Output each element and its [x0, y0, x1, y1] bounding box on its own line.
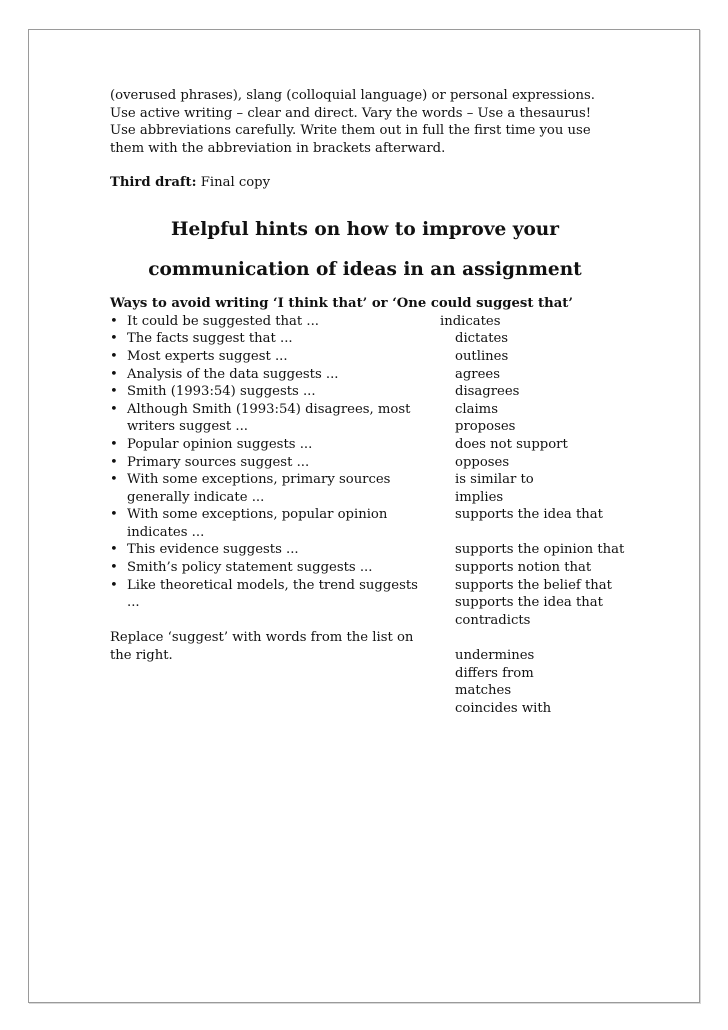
- bullet-icon: •: [110, 560, 118, 576]
- page-content: [110, 87, 650, 716]
- third-draft-text: Final copy: [196, 175, 271, 191]
- hint-item: [110, 330, 430, 348]
- bullet-icon: •: [110, 384, 118, 400]
- hint-text: The facts suggest that ...: [127, 331, 293, 347]
- word-item: supports the idea that: [455, 507, 603, 523]
- word-item: outlines: [455, 348, 509, 364]
- word-item: dictates: [455, 331, 509, 347]
- hint-item: [110, 348, 430, 366]
- hint-item: [110, 506, 430, 541]
- hint-text: Popular opinion suggests ...: [127, 436, 313, 452]
- word-item: matches: [455, 683, 512, 699]
- bullet-icon: •: [110, 454, 118, 470]
- word-item: agrees: [455, 366, 500, 382]
- word-item: opposes: [455, 454, 510, 470]
- word-item: claims: [455, 401, 498, 417]
- hint-item: [110, 366, 430, 384]
- hint-text: This evidence suggests ...: [127, 542, 299, 558]
- ways-title: Ways to avoid writing ‘I think that’ or ‘One could suggest that’: [110, 296, 573, 312]
- bullet-icon: •: [110, 436, 118, 452]
- intro-paragraph: (overused phrases), slang (colloquial language) or personal expressions. Use active writing – clear and direct. Vary the words – Use a thesaurus! Use abbreviations carefully. Write them out in full the first time you use them with the abbreviation in brackets afterward.: [110, 88, 595, 156]
- bullet-icon: •: [110, 472, 118, 488]
- word-item: supports the idea that: [455, 595, 603, 611]
- hint-item: [110, 436, 430, 454]
- heading-line-1: Helpful hints on how to improve your: [170, 218, 559, 240]
- word-item: implies: [455, 489, 504, 505]
- word-item: indicates: [440, 313, 501, 329]
- hints-and-words: [110, 313, 650, 716]
- hint-item: [110, 383, 430, 401]
- hint-item: [110, 454, 430, 472]
- words-list: [440, 313, 625, 718]
- hint-text: Most experts suggest ...: [127, 348, 288, 364]
- hint-text: Analysis of the data suggests ...: [127, 366, 339, 382]
- hint-text: Although Smith (1993:54) disagrees, most writers suggest ...: [127, 401, 411, 435]
- hint-item: [110, 471, 430, 506]
- bullet-icon: •: [110, 542, 118, 558]
- hint-text: Smith (1993:54) suggests ...: [127, 384, 316, 400]
- word-item: coincides with: [455, 700, 552, 716]
- hint-text: Smith’s policy statement suggests ...: [127, 560, 373, 576]
- third-draft-label: Third draft:: [110, 175, 197, 191]
- hint-text: Like theoretical models, the trend suggests ...: [127, 577, 418, 611]
- hints-list: [110, 313, 430, 612]
- replace-note: Replace ‘suggest’ with words from the list on the right.: [110, 630, 414, 664]
- bullet-icon: •: [110, 348, 118, 364]
- bullet-icon: •: [110, 577, 118, 593]
- hint-item: [110, 577, 430, 612]
- hint-item: [110, 559, 430, 577]
- bullet-icon: •: [110, 401, 118, 417]
- hint-text: It could be suggested that ...: [127, 313, 319, 329]
- bullet-icon: •: [110, 366, 118, 382]
- word-item: supports notion that: [455, 560, 592, 576]
- word-item: supports the belief that: [455, 577, 612, 593]
- heading-line-2: communication of ideas in an assignment: [148, 258, 582, 280]
- word-item: supports the opinion that: [455, 542, 625, 558]
- word-item: disagrees: [455, 384, 520, 400]
- bullet-icon: •: [110, 313, 118, 329]
- third-draft-line: [110, 174, 620, 192]
- bullet-icon: •: [110, 507, 118, 523]
- word-item: proposes: [455, 419, 516, 435]
- word-item: contradicts: [455, 612, 531, 628]
- bullet-icon: •: [110, 331, 118, 347]
- hint-text: With some exceptions, primary sources generally indicate ...: [127, 472, 391, 505]
- hint-item: [110, 541, 430, 559]
- word-item: does not support: [455, 436, 568, 452]
- hint-text: With some exceptions, popular opinion indicates ...: [127, 507, 388, 540]
- hint-item: [110, 313, 430, 331]
- hint-item: [110, 401, 430, 436]
- word-item: undermines: [455, 648, 535, 664]
- hint-text: Primary sources suggest ...: [127, 454, 310, 470]
- word-item: is similar to: [455, 472, 534, 488]
- document-page: [28, 29, 700, 1003]
- word-item: differs from: [455, 665, 534, 681]
